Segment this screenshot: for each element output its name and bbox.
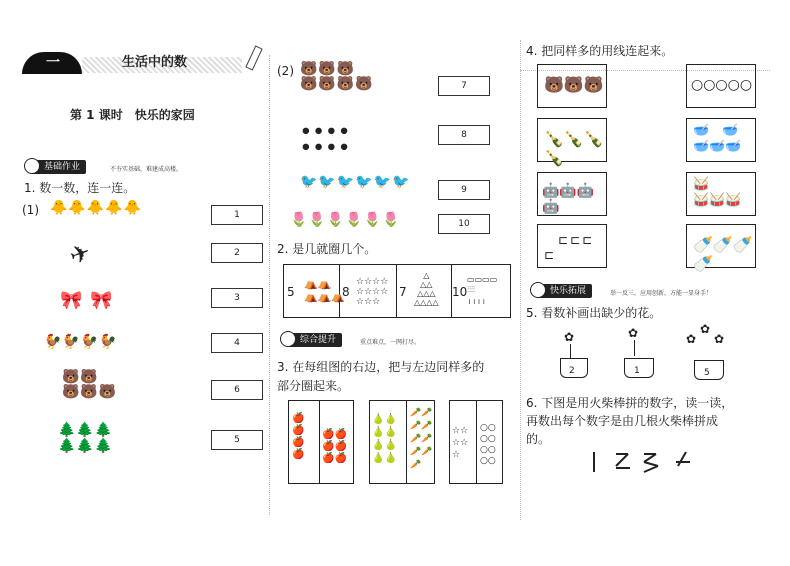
lesson-title: 第 1 课时 快乐的家园 xyxy=(70,108,195,122)
chick-icon: 🐥🐥🐥🐥🐥 xyxy=(50,200,143,216)
q1-part2-label: (2) xyxy=(277,64,294,78)
q1-box-6: 5 xyxy=(211,430,263,450)
circle-icon: ○○ ○○ ○○ ○○ xyxy=(480,423,496,466)
q3-box-divider xyxy=(406,401,407,483)
pear-icon: 🍐🍐 🍐🍐 🍐🍐 🍐🍐 xyxy=(372,414,397,464)
bottle-icon: 🍼🍼🍼🍼 xyxy=(693,235,753,273)
section-label-extension: 快乐拓展 xyxy=(550,286,587,296)
q6-prompt-line2: 再数出每个数字是由几根火柴棒拼成 xyxy=(526,414,719,428)
matchstick-digits xyxy=(586,448,696,476)
column-divider-left xyxy=(269,55,270,515)
tent-icon: ⛺⛺ ⛺⛺⛺ xyxy=(304,277,346,303)
q3-box-2 xyxy=(369,400,435,484)
q4-box-right-3 xyxy=(686,172,756,216)
bottle-icon: 🍾🍾🍾🍾 xyxy=(544,129,604,167)
star-icon: ☆☆ ☆☆ ☆ xyxy=(452,426,469,460)
flower-stem xyxy=(570,344,571,358)
flower-icon: ✿ xyxy=(628,326,639,340)
q1-box-1: 1 xyxy=(211,205,263,225)
q1-part2-box-10: 10 xyxy=(438,214,490,234)
section-motto-basic: 不夯实基础，难建成高楼。 xyxy=(110,166,183,173)
q2-number-8: 8 xyxy=(342,285,350,299)
pot-number-5: 5 xyxy=(704,368,710,378)
matchstick-digit-2 xyxy=(616,454,630,468)
q4-box-left-2 xyxy=(537,118,607,167)
q3-box-divider xyxy=(319,401,320,483)
carrot-icon: 🥕🥕 🥕🥕 🥕🥕 🥕🥕 🥕 xyxy=(410,408,433,470)
q3-prompt-line2: 部分圈起来。 xyxy=(277,379,350,393)
q5-prompt: 5. 看数补画出缺少的花。 xyxy=(526,306,662,320)
flower-icon: ✿ xyxy=(700,322,711,336)
q3-prompt-line1: 3. 在每组图的右边，把与左边同样多的 xyxy=(277,360,485,374)
q1-box-5: 6 xyxy=(211,380,263,400)
pot-number-1: 1 xyxy=(634,366,640,376)
q4-box-right-2 xyxy=(686,118,756,162)
bird-icon: 🐦🐦🐦🐦🐦🐦 xyxy=(300,174,411,190)
matchstick-digit-3 xyxy=(644,454,658,472)
q1-box-3: 3 xyxy=(211,288,263,308)
flower-icon: ✿ xyxy=(686,332,697,346)
flower-icon: 🌷🌷🌷🌷🌷🌷 xyxy=(290,212,401,228)
chapter-number: 一 xyxy=(46,55,60,71)
q2-divider xyxy=(396,265,397,317)
q1-part2-box-7: 7 xyxy=(438,76,490,96)
bear-icon: 🐻🐻🐻 🐻🐻🐻🐻 xyxy=(300,61,374,92)
q2-grid xyxy=(283,264,511,318)
bear-icon: 🐻🐻 🐻🐻🐻 xyxy=(62,369,118,400)
flower-pot-3 xyxy=(686,322,730,380)
square-icon: ▭▭▭▭ ⫶⫶⫶⫶ ╷╷╷╷ xyxy=(467,275,498,304)
tree-icon: 🌲🌲🌲 🌲🌲🌲 xyxy=(58,422,114,454)
star-icon: ☆☆☆☆ ☆☆☆☆ ☆☆☆ xyxy=(356,277,389,307)
q3-box-divider xyxy=(476,401,477,483)
q1-box-2: 2 xyxy=(211,243,263,263)
square-icon: ⊏⊏⊏ ⊏ xyxy=(544,233,595,262)
chapter-header xyxy=(22,52,257,74)
apple-icon: 🍎🍎 🍎🍎 🍎🍎 xyxy=(322,429,347,464)
section-motto-extension: 举一反三，应用创新，方能一显身手！ xyxy=(610,290,713,297)
q2-prompt: 2. 是几就圈几个。 xyxy=(277,242,377,256)
bow-icon: 🎀 🎀 xyxy=(60,290,114,311)
flower-icon: ✿ xyxy=(714,332,725,346)
section-motto-comprehensive: 重点难点，一网打尽。 xyxy=(360,339,421,346)
flower-icon: ✿ xyxy=(564,330,575,344)
circle-icon: ○○○○○ xyxy=(691,77,753,93)
bear-icon: 🐻🐻🐻 xyxy=(544,75,604,94)
section-badge-extension xyxy=(538,284,592,298)
q2-number-7: 7 xyxy=(399,285,407,299)
q4-box-right-1 xyxy=(686,64,756,108)
q6-prompt-line3: 的。 xyxy=(526,432,551,446)
chapter-title: 生活中的数 xyxy=(122,55,188,70)
q3-box-1 xyxy=(288,400,354,484)
flower-stem xyxy=(634,340,635,356)
q1-part2-box-8: 8 xyxy=(438,125,490,145)
drum-icon: 🥁 🥁🥁🥁 xyxy=(693,177,742,208)
q2-number-10: 10 xyxy=(452,285,468,299)
q1-part2-box-9: 9 xyxy=(438,180,490,200)
ball-icon: ⚫⚫⚫⚫ ⚫⚫⚫⚫ xyxy=(300,124,351,156)
column-divider-right xyxy=(520,40,521,520)
q4-box-left-1 xyxy=(537,64,607,108)
robot-icon: 🤖🤖🤖🤖 xyxy=(542,183,595,215)
q4-prompt: 4. 把同样多的用线连起来。 xyxy=(526,44,674,58)
q4-box-right-4 xyxy=(686,224,756,273)
section-badge-comprehensive xyxy=(288,333,342,347)
section-label-comprehensive: 综合提升 xyxy=(300,335,337,345)
bowl-icon: 🥣 🥣 🥣🥣🥣 xyxy=(693,123,742,154)
section-label-basic: 基础作业 xyxy=(44,162,81,172)
airplane-icon: ✈ xyxy=(65,237,96,271)
q2-number-5: 5 xyxy=(287,285,295,299)
matchstick-digit-4 xyxy=(676,452,690,466)
q1-prompt: 1. 数一数，连一连。 xyxy=(24,181,136,195)
section-badge-basic xyxy=(32,160,86,174)
flower-pot-2 xyxy=(620,326,660,380)
pot-number-2: 2 xyxy=(569,366,575,376)
rooster-icon: 🐓🐓🐓🐓 xyxy=(44,334,118,350)
q4-box-left-3 xyxy=(537,172,607,216)
q6-prompt-line1: 6. 下图是用火柴棒拼的数字，读一读， xyxy=(526,396,734,410)
q3-box-3 xyxy=(449,400,503,484)
q1-box-4: 4 xyxy=(211,333,263,353)
pencil-icon xyxy=(245,45,262,70)
flower-pot-1 xyxy=(556,330,590,380)
q1-part1-label: (1) xyxy=(22,203,39,217)
apple-icon: 🍎 🍎 🍎 🍎 xyxy=(292,413,305,460)
triangle-icon: △ △△ △△△ △△△△ xyxy=(414,271,439,307)
q4-box-left-4 xyxy=(537,224,607,268)
